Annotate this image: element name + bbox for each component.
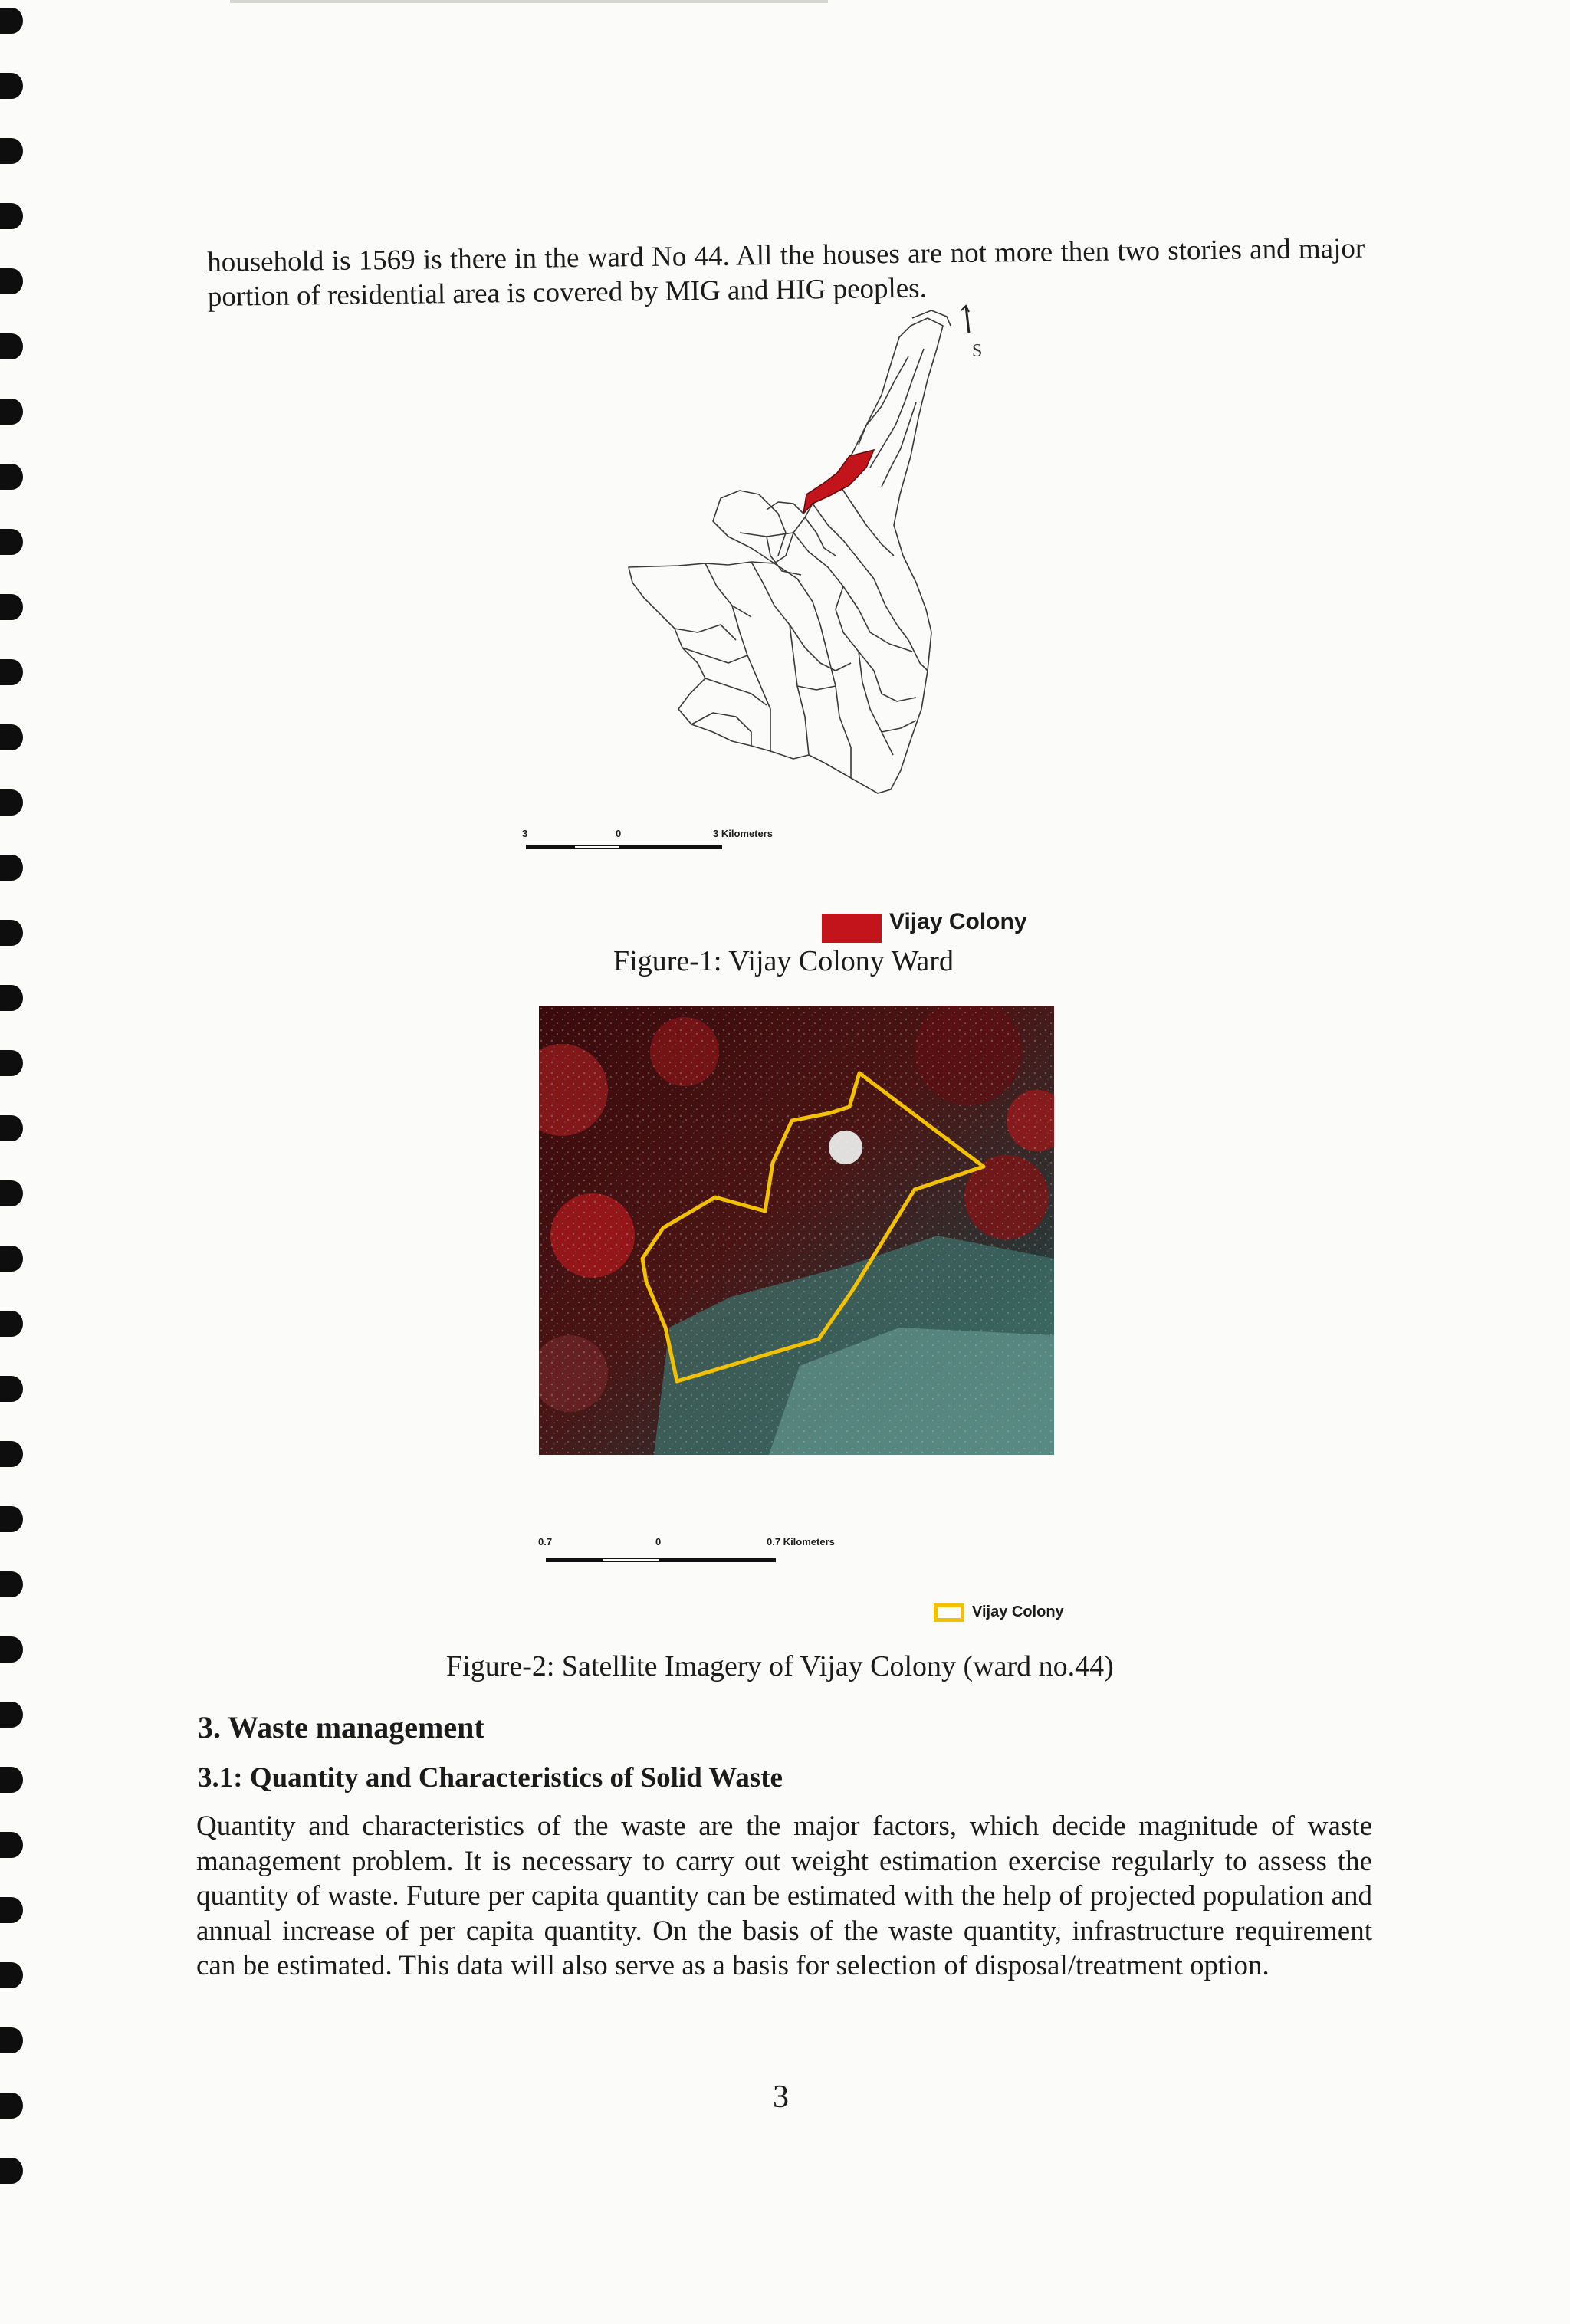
binding-hole — [0, 1376, 23, 1402]
binding-hole — [0, 985, 23, 1011]
scale-bar-segment — [546, 1558, 603, 1562]
spiral-binding — [0, 0, 26, 2324]
binding-hole — [0, 203, 23, 229]
binding-hole — [0, 659, 23, 685]
ward-line — [705, 678, 767, 705]
scale-label-right: 3 Kilometers — [713, 828, 774, 839]
binding-hole — [0, 1702, 23, 1728]
scale-label-right: 0.7 Kilometers — [767, 1536, 835, 1548]
ward-line — [675, 625, 736, 640]
binding-hole — [0, 2027, 23, 2053]
ward-line — [874, 671, 916, 701]
ward-line — [813, 504, 874, 579]
binding-hole — [0, 464, 23, 490]
ward-line — [797, 686, 836, 690]
ward-line — [820, 625, 851, 778]
vijay-colony-ward-highlight — [803, 450, 874, 514]
north-arrow-label: S — [972, 341, 983, 361]
binding-hole — [0, 2093, 23, 2119]
ward-line — [713, 498, 774, 563]
section-paragraph: Quantity and characteristics of the waste are the major factors, which decide magnitude of waste management problem. It is necessary to carry out weight estimation exercise regularly to assess the quantity of waste. Future per capita quantity can be estimated with the help of projected population and annual increase of per capita quantity. On the basis of the waste quantity, infrastructure requirement can be estimated. This data will also serve as a basis for selection of disposal/treatment option. — [196, 1810, 1372, 1982]
ward-line — [732, 606, 770, 751]
page-number: 3 — [773, 2079, 789, 2115]
binding-hole — [0, 268, 23, 294]
legend-swatch-yellow-outline — [934, 1603, 964, 1622]
binding-hole — [0, 724, 23, 750]
ward-line — [793, 533, 859, 609]
binding-hole — [0, 1180, 23, 1206]
binding-hole — [0, 529, 23, 555]
binding-hole — [0, 1246, 23, 1272]
figure1-caption: Figure-1: Vijay Colony Ward — [613, 945, 954, 977]
scale-label-left: 0.7 — [538, 1536, 553, 1548]
scale-bar-segment — [619, 845, 722, 849]
page-edge-shadow — [230, 0, 828, 3]
binding-hole — [0, 594, 23, 620]
ward-line — [874, 579, 908, 640]
figure1-scale-bar — [520, 828, 826, 858]
binding-hole — [0, 2158, 23, 2184]
binding-hole — [0, 1832, 23, 1858]
binding-hole — [0, 1050, 23, 1076]
ward-boundary-map — [606, 303, 1035, 824]
north-arrow-icon — [961, 306, 969, 333]
ward-line — [705, 563, 751, 617]
ward-line — [908, 640, 928, 671]
binding-hole — [0, 1571, 23, 1597]
figure2-scale-bar — [537, 1536, 889, 1567]
binding-hole — [0, 1506, 23, 1532]
district-outline — [629, 318, 943, 793]
scale-bar-segment — [659, 1558, 776, 1562]
intro-paragraph: household is 1569 is there in the ward No 44. All the houses are not more then two stories and major portion of residential area is covered by MIG and HIG peoples. — [207, 232, 1365, 313]
binding-hole — [0, 1311, 23, 1337]
scale-label-left: 3 — [522, 828, 528, 839]
scale-bar-segment — [526, 845, 575, 849]
binding-hole — [0, 333, 23, 359]
binding-hole — [0, 1441, 23, 1467]
binding-hole — [0, 1897, 23, 1923]
ward-line — [882, 402, 916, 487]
binding-hole — [0, 1115, 23, 1141]
ward-line — [682, 648, 747, 663]
scale-label-mid: 0 — [655, 1536, 662, 1548]
ward-line — [805, 648, 851, 671]
binding-hole — [0, 1636, 23, 1663]
binding-hole — [0, 789, 23, 816]
ward-line — [774, 563, 820, 625]
ward-line — [882, 721, 916, 732]
binding-hole — [0, 73, 23, 99]
ward-line — [859, 609, 912, 652]
ward-line — [805, 517, 836, 556]
legend-label: Vijay Colony — [889, 909, 1027, 934]
binding-hole — [0, 1767, 23, 1793]
section-heading: 3. Waste management — [198, 1710, 484, 1745]
binding-hole — [0, 1962, 23, 1988]
ward-line — [790, 625, 809, 755]
ward-line — [751, 562, 805, 648]
ward-line — [870, 349, 924, 468]
ward-line — [859, 356, 908, 445]
ward-line — [691, 713, 751, 746]
satellite-imagery — [539, 1006, 1054, 1455]
binding-hole — [0, 8, 23, 34]
subsection-heading: 3.1: Quantity and Characteristics of Solid Waste — [198, 1762, 783, 1794]
scale-label-mid: 0 — [616, 828, 622, 839]
binding-hole — [0, 855, 23, 881]
ward-line — [721, 491, 786, 556]
ward-line — [912, 310, 951, 326]
ward-line — [859, 652, 893, 755]
legend-label: Vijay Colony — [972, 1603, 1064, 1620]
binding-hole — [0, 138, 23, 164]
binding-hole — [0, 920, 23, 946]
legend-swatch-red — [822, 914, 882, 943]
figure2-caption: Figure-2: Satellite Imagery of Vijay Colony (ward no.44) — [446, 1650, 1114, 1682]
ward-line — [836, 479, 894, 556]
binding-hole — [0, 399, 23, 425]
